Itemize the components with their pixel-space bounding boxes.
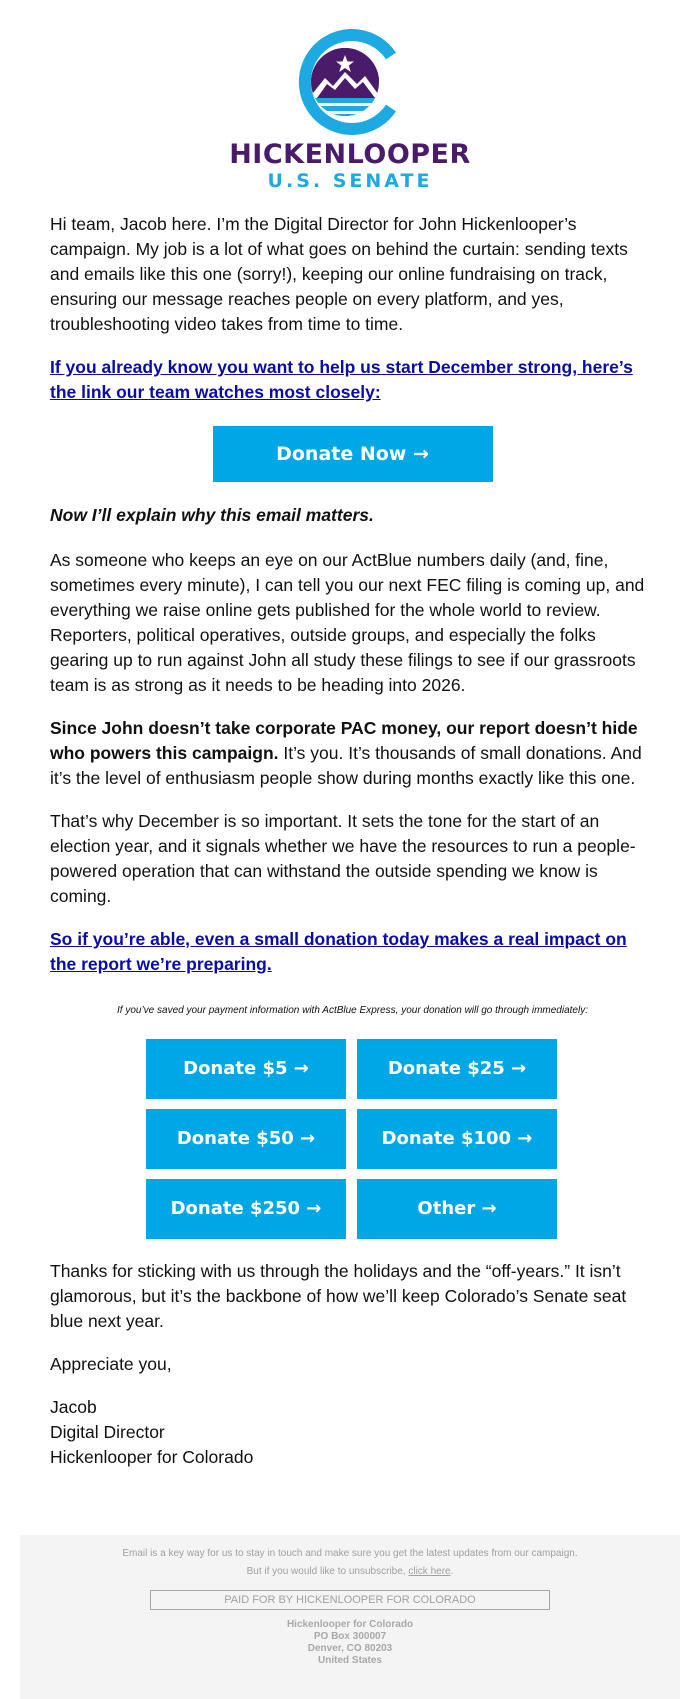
donate-50-button[interactable]: Donate $50 → <box>146 1109 346 1169</box>
explain-heading: Now I’ll explain why this email matters. <box>50 505 374 525</box>
address-line: PO Box 300007 <box>313 1631 387 1642</box>
logo-subtitle: U.S. SENATE <box>267 170 433 192</box>
pac-paragraph <box>50 716 655 791</box>
actblue-express-note: If you’ve saved your payment information with ActBlue Express, your donation will go through immediately: <box>117 1005 588 1016</box>
signature-org: Hickenlooper for Colorado <box>50 1447 254 1467</box>
donate-other-button[interactable]: Other → <box>357 1179 557 1239</box>
donate-250-button[interactable]: Donate $250 → <box>146 1179 346 1239</box>
email-footer <box>20 1535 680 1699</box>
campaign-logo <box>0 26 700 192</box>
signature <box>50 1395 655 1470</box>
address-line: Denver, CO 80203 <box>307 1643 393 1654</box>
donate-100-button[interactable]: Donate $100 → <box>357 1109 557 1169</box>
unsubscribe-suffix: . <box>450 1566 454 1577</box>
unsubscribe-prefix: But if you would like to unsubscribe, <box>246 1566 409 1577</box>
unsubscribe-link[interactable]: click here <box>408 1566 451 1577</box>
footer-stay-in-touch: Email is a key way for us to stay in touch and make sure you get the latest updates from our campaign. <box>122 1548 578 1559</box>
signature-name: Jacob <box>50 1397 97 1417</box>
donate-25-button[interactable]: Donate $25 → <box>357 1039 557 1099</box>
signature-title: Digital Director <box>50 1422 165 1442</box>
pac-rest-text: It’s you. It’s thousands of small donations. And it’s the level of enthusiasm people show during months exactly like this one. <box>50 743 642 788</box>
hickenlooper-logo-icon <box>295 26 405 136</box>
email-body <box>50 212 655 1470</box>
address-line: United States <box>318 1655 382 1666</box>
donation-button-grid <box>146 1039 559 1239</box>
address-line: Hickenlooper for Colorado <box>286 1619 414 1630</box>
donate-link-bottom[interactable]: So if you’re able, even a small donation today makes a real impact on the report we’re preparing. <box>50 929 627 974</box>
pac-bold-text: Since John doesn’t take corporate PAC money, our report doesn’t hide who powers this campaign. <box>50 718 638 763</box>
donate-5-button[interactable]: Donate $5 → <box>146 1039 346 1099</box>
mailing-address <box>20 1619 680 1667</box>
fec-paragraph: As someone who keeps an eye on our ActBlue numbers daily (and, fine, sometimes every minute), I can tell you our next FEC filing is coming up, and everything we raise online gets published for the whole world to review. Reporters, political operatives, outside groups, and especially the folks gearing up to run against John all study these filings to see if our grassroots team is as strong as it needs to be heading into 2026. <box>50 550 645 695</box>
logo-name: HICKENLOOPER <box>229 139 471 170</box>
paid-for-disclaimer: PAID FOR BY HICKENLOOPER FOR COLORADO <box>150 1590 550 1610</box>
signoff: Appreciate you, <box>50 1354 172 1374</box>
donate-now-button[interactable]: Donate Now → <box>213 426 493 482</box>
donate-link-top[interactable]: If you already know you want to help us start December strong, here’s the link our team watches most closely: <box>50 357 633 402</box>
december-paragraph: That’s why December is so important. It sets the tone for the start of an election year, and it signals whether we have the resources to run a people-powered operation that can withstand the outside spending we know is coming. <box>50 811 636 906</box>
footer-unsubscribe-line <box>20 1563 680 1581</box>
intro-paragraph: Hi team, Jacob here. I’m the Digital Director for John Hickenlooper’s campaign. My job is a lot of what goes on behind the curtain: sending texts and emails like this one (sorry!), keeping our online fundraising on track, ensuring our message reaches people on every platform, and yes, troubleshooting video takes from time to time. <box>50 214 628 334</box>
thanks-paragraph: Thanks for sticking with us through the holidays and the “off-years.” It isn’t glamorous, but it’s the backbone of how we’ll keep Colorado’s Senate seat blue next year. <box>50 1261 627 1331</box>
